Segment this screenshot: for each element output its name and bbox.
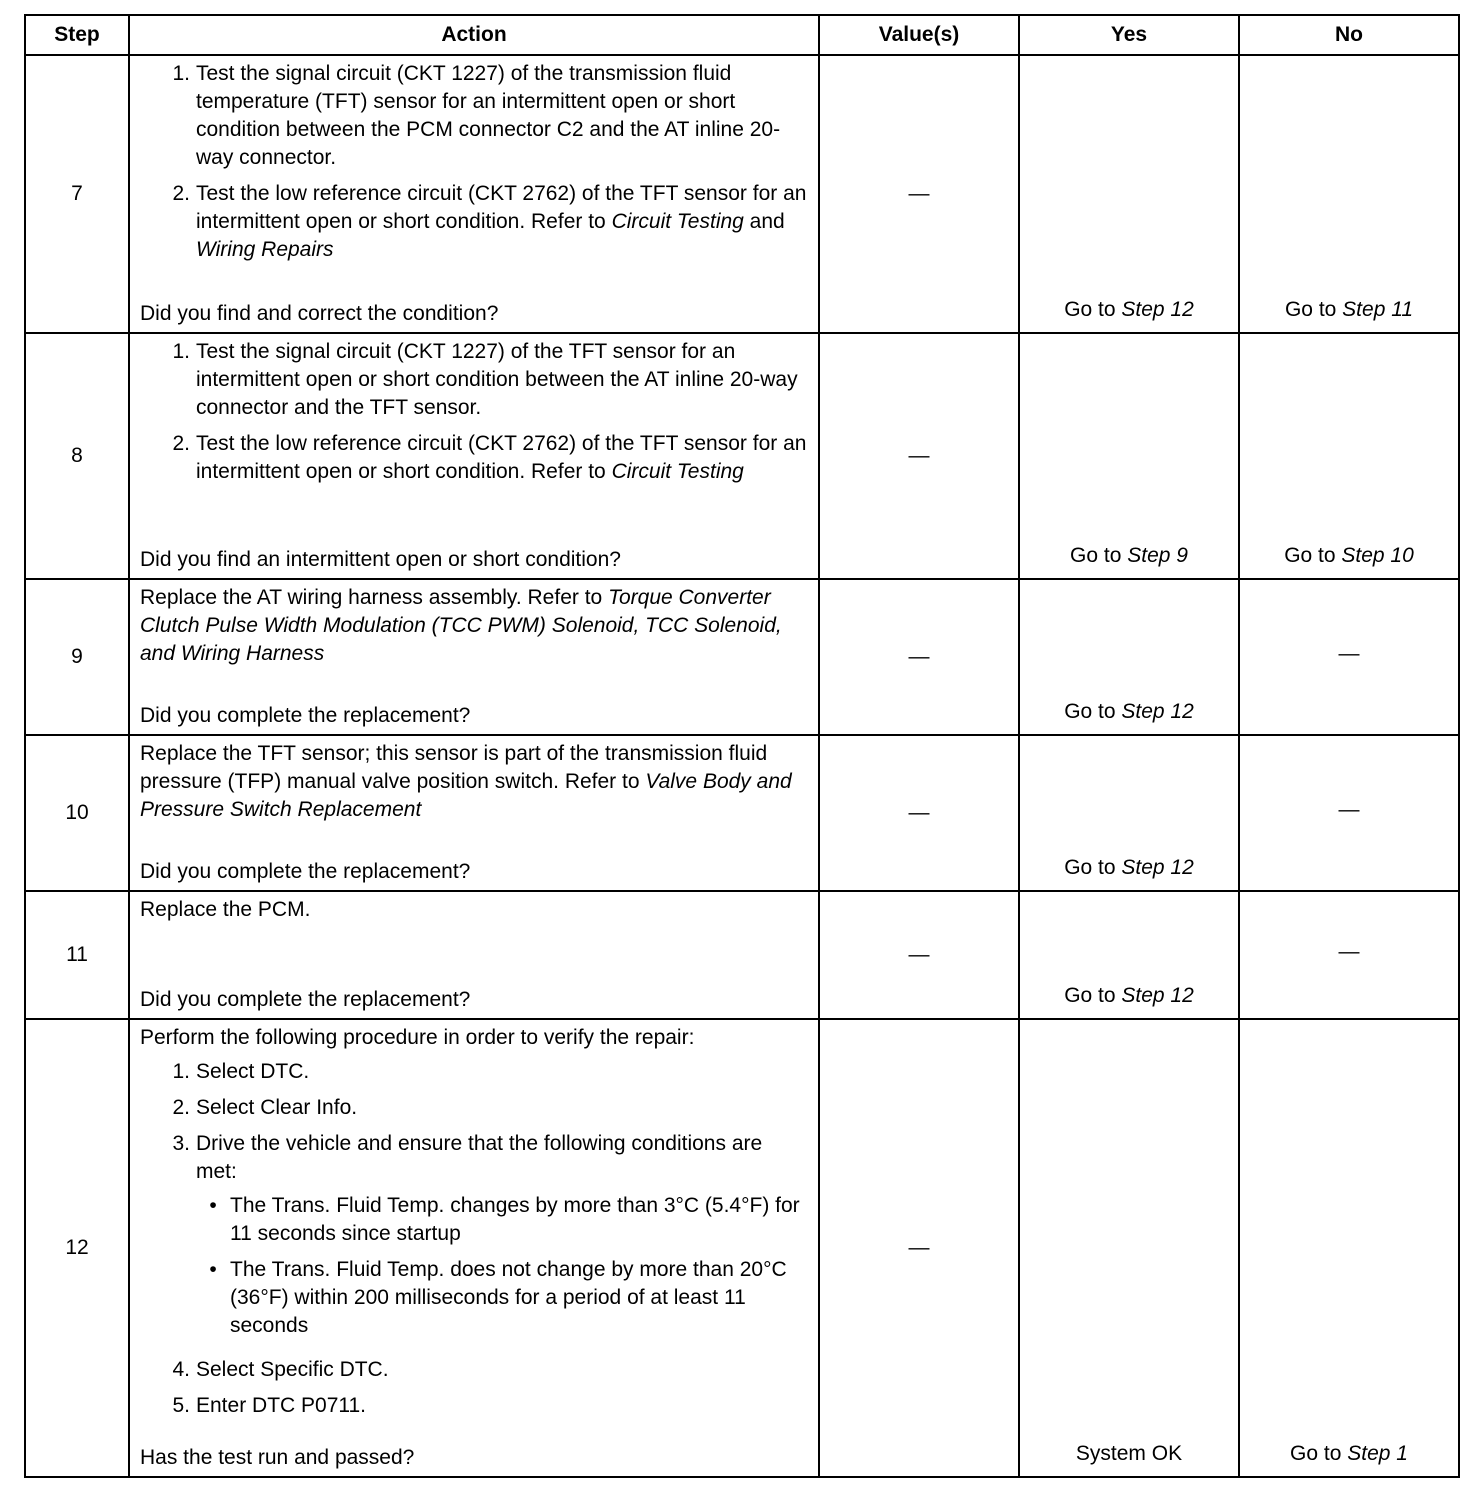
table-row-step-11 <box>25 891 1459 1019</box>
action-question: Has the test run and passed? <box>140 1446 415 1469</box>
yes-cell: Go to Step 12 <box>1019 735 1239 891</box>
yes-cell: Go to Step 12 <box>1019 579 1239 735</box>
action-list <box>140 1058 808 1420</box>
yes-cell: Go to Step 9 <box>1019 333 1239 579</box>
action-list <box>140 60 808 272</box>
action-text: Replace the PCM. <box>140 898 311 921</box>
table-row-step-8 <box>25 333 1459 579</box>
step-number: 7 <box>25 55 129 333</box>
step-number: 8 <box>25 333 129 579</box>
no-cell: Go to Step 11 <box>1239 55 1459 333</box>
value-cell: — <box>819 1019 1019 1477</box>
yes-cell: Go to Step 12 <box>1019 55 1239 333</box>
no-cell: — <box>1239 579 1459 735</box>
header-no: No <box>1239 15 1459 55</box>
reference-link: Wiring Repairs <box>196 238 334 261</box>
bullet-item: • The Trans. Fluid Temp. changes by more than 3°C (5.4°F) for 11 seconds since startup <box>209 1194 800 1245</box>
action-intro: Perform the following procedure in order to verify the repair: <box>140 1026 695 1049</box>
action-cell <box>129 333 819 579</box>
reference-link: Circuit Testing <box>611 210 744 233</box>
action-cell <box>129 735 819 891</box>
action-cell <box>129 1019 819 1477</box>
action-text: Replace the AT wiring harness assembly. Refer to Torque Converter Clutch Pulse Width Modulation (TCC PWM) Solenoid, TCC Solenoid, and Wiring Harness <box>140 586 782 665</box>
action-question: Did you complete the replacement? <box>140 988 471 1011</box>
header-step: Step <box>25 15 129 55</box>
table-header-row <box>25 15 1459 55</box>
list-item: 2. Test the low reference circuit (CKT 2762) of the TFT sensor for an intermittent open or short condition. Refer to Circuit Testing and Wiring Repairs <box>172 182 807 261</box>
action-question: Did you complete the replacement? <box>140 860 471 883</box>
table-row-step-9 <box>25 579 1459 735</box>
list-item: 2. Test the low reference circuit (CKT 2762) of the TFT sensor for an intermittent open or short condition. Refer to Circuit Testing <box>172 432 807 483</box>
diagnostic-steps-table <box>24 14 1460 1478</box>
list-item: 3. Drive the vehicle and ensure that the following conditions are met: • The Trans. Fluid Temp. changes by more than 3°C (5.4°F) for 11 seconds since startup • The Trans. Fluid Temp. does not change by more than 20°C (36°F) within 200 milliseconds for a period of at least 11 seconds <box>140 1130 808 1348</box>
reference-link: Circuit Testing <box>611 460 744 483</box>
list-item: 1. Test the signal circuit (CKT 1227) of the TFT sensor for an intermittent open or short condition between the AT inline 20-way connector and the TFT sensor. <box>172 340 798 419</box>
header-yes: Yes <box>1019 15 1239 55</box>
reference-link: Valve Body and Pressure Switch Replacement <box>140 770 792 821</box>
list-item: 2. Select Clear Info. <box>172 1096 358 1119</box>
list-item: 4. Select Specific DTC. <box>172 1358 389 1381</box>
condition-list <box>196 1192 808 1340</box>
value-cell: — <box>819 579 1019 735</box>
action-list <box>140 338 808 494</box>
action-question: Did you find an intermittent open or short condition? <box>140 548 621 571</box>
table-row-step-7 <box>25 55 1459 333</box>
action-question: Did you complete the replacement? <box>140 704 471 727</box>
no-cell: — <box>1239 891 1459 1019</box>
yes-cell: System OK <box>1019 1019 1239 1477</box>
step-number: 12 <box>25 1019 129 1477</box>
value-cell: — <box>819 55 1019 333</box>
reference-link: Torque Converter Clutch Pulse Width Modulation (TCC PWM) Solenoid, TCC Solenoid, and Wiring Harness <box>140 586 782 665</box>
value-cell: — <box>819 735 1019 891</box>
table-row-step-10 <box>25 735 1459 891</box>
step-number: 11 <box>25 891 129 1019</box>
yes-cell: Go to Step 12 <box>1019 891 1239 1019</box>
action-text: Replace the TFT sensor; this sensor is part of the transmission fluid pressure (TFP) manual valve position switch. Refer to Valve Body and Pressure Switch Replacement <box>140 742 792 821</box>
header-values: Value(s) <box>819 15 1019 55</box>
action-question: Did you find and correct the condition? <box>140 302 499 325</box>
step-number: 9 <box>25 579 129 735</box>
no-cell: — <box>1239 735 1459 891</box>
action-cell <box>129 579 819 735</box>
header-action: Action <box>129 15 819 55</box>
table-row-step-12 <box>25 1019 1459 1477</box>
value-cell: — <box>819 891 1019 1019</box>
list-item: 5. Enter DTC P0711. <box>172 1394 367 1417</box>
list-item: 1. Test the signal circuit (CKT 1227) of the transmission fluid temperature (TFT) sensor for an intermittent open or short condition between the PCM connector C2 and the AT inline 20-way connector. <box>172 62 781 169</box>
no-cell: Go to Step 10 <box>1239 333 1459 579</box>
action-cell <box>129 55 819 333</box>
step-number: 10 <box>25 735 129 891</box>
value-cell: — <box>819 333 1019 579</box>
list-item: 1. Select DTC. <box>172 1060 310 1083</box>
action-cell <box>129 891 819 1019</box>
no-cell: Go to Step 1 <box>1239 1019 1459 1477</box>
bullet-item: • The Trans. Fluid Temp. does not change by more than 20°C (36°F) within 200 milliseconds for a period of at least 11 seconds <box>209 1258 787 1337</box>
